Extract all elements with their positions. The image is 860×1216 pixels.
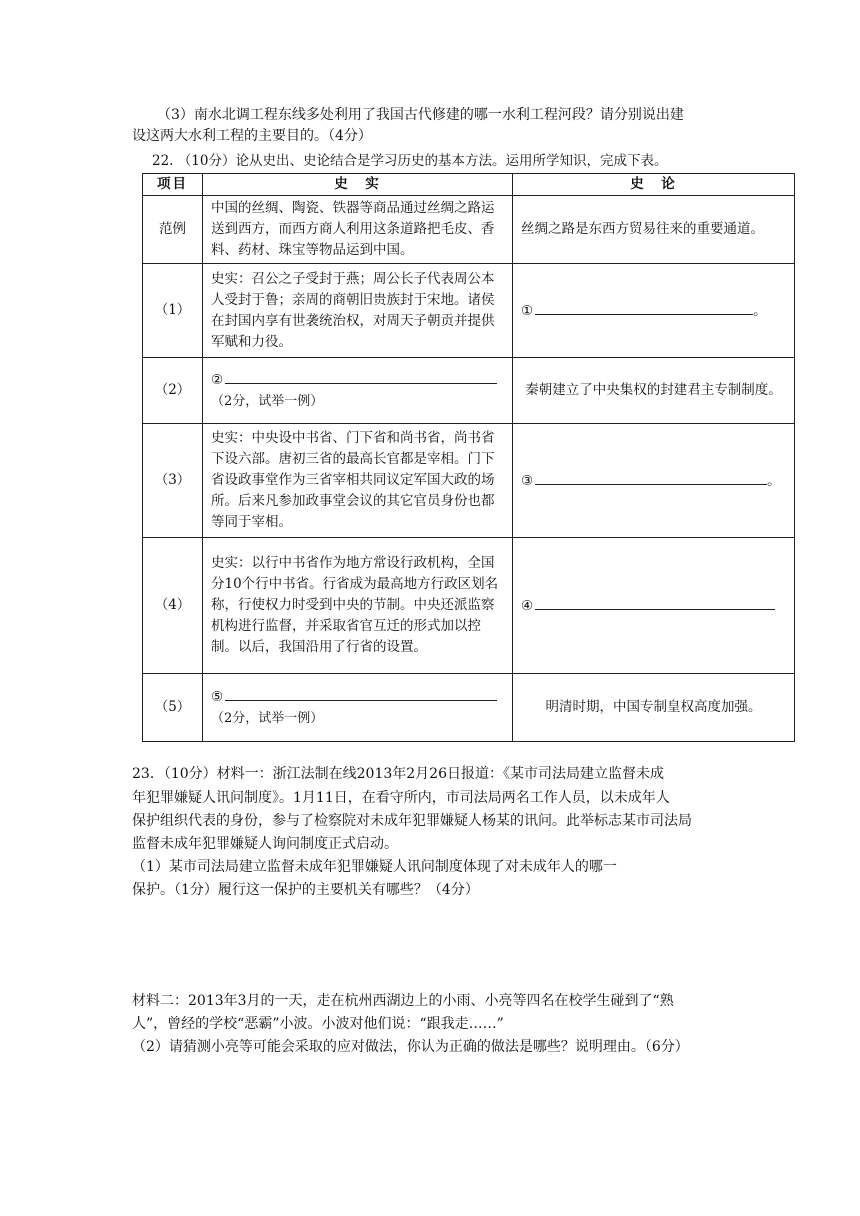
row-judgment [513,424,795,538]
row-fact: 史实：以行中书省作为地方常设行政机构，全国分10个行中书省。行省成为最高地方行政区划名称，行使权力时受到中央的节制。中央还派监察机构进行监督，并采取省官互迁的形式加以控制。以后，我国沿用了行省的设置。 [203,538,513,674]
table-row [143,538,795,674]
header-item: 项目 [143,174,203,196]
judgment-end: 。 [753,302,767,319]
row-fact: 中国的丝绸、陶瓷、铁器等商品通过丝绸之路运送到西方，而西方商人利用这条道路把毛皮、香料、药材、珠宝等物品运到中国。 [203,196,513,264]
q23-material1-line3: 保护组织代表的身份，参与了检察院对未成年犯罪嫌疑人杨某的讯问。此举标志某市司法局 [132,813,692,829]
q23-material1-line4: 监督未成年犯罪嫌疑人询问制度正式启动。 [132,836,398,852]
answer-blank[interactable] [535,595,775,610]
q23-material2-line1: 材料二：2013年3月的一天，走在杭州西湖边上的小雨、小亮等四名在校学生碰到了“熟 [132,993,674,1009]
answer-blank[interactable] [225,369,497,384]
answer-blank[interactable] [535,470,767,485]
row-fact [203,674,513,742]
table-header-row [143,174,795,196]
row-fact: 史实：召公之子受封于燕；周公长子代表周公本人受封于鲁；亲周的商朝旧贵族封于宋地。诸侯在封国内享有世袭统治权，对周天子朝贡并提供军赋和力役。 [203,264,513,358]
answer-blank[interactable] [535,300,753,315]
history-table [142,173,795,742]
q23-material1-line2: 年犯罪嫌疑人讯问制度》。1月11日，在看守所内，市司法局两名工作人员，以未成年人 [132,790,670,806]
q23-question2-line1: （2）请猜测小亮等可能会采取的应对做法，你认为正确的做法是哪些？说明理由。（6分） [132,1039,689,1055]
row-item: （3） [143,424,203,538]
fact-marker: ⑤ [211,689,224,705]
judgment-end: 。 [767,472,781,489]
row-fact: 史实：中央设中书省、门下省和尚书省，尚书省下设六部。唐初三省的最高长官都是宰相。门下省设政事堂作为三省宰相共同议定军国大政的场所。后来凡参加政事堂会议的其它官员身份也都等同于宰相。 [203,424,513,538]
q22-intro: 22. （10分）论从史出、史论结合是学习历史的基本方法。运用所学知识，完成下表。 [152,153,668,169]
header-judgment: 史 论 [513,174,795,196]
row-item: （1） [143,264,203,358]
table-row [143,424,795,538]
table-row [143,196,795,264]
row-judgment: 丝绸之路是东西方贸易往来的重要通道。 [513,196,795,264]
q23-material2-line2: 人”，曾经的学校“恶霸”小波。小波对他们说：“跟我走……” [132,1016,504,1032]
row-item: （4） [143,538,203,674]
q21-part3-line2: 设这两大水利工程的主要目的。（4分） [132,128,372,144]
table-row [143,674,795,742]
judgment-marker: ③ [521,472,534,489]
fact-note: （2分，试举一例） [211,394,324,409]
q21-part3-line1: （3）南水北调工程东线多处利用了我国古代修建的哪一水利工程河段？请分别说出建 [157,107,684,123]
fact-note: （2分，试举一例） [211,711,324,726]
row-judgment: 秦朝建立了中央集权的封建君主专制制度。 [513,358,795,424]
table-row [143,358,795,424]
q23-question1-line1: （1）某市司法局建立监督未成年犯罪嫌疑人讯问制度体现了对未成年人的哪一 [132,859,617,875]
q23-material1-line1: 23．（10分）材料一：浙江法制在线2013年2月26日报道：《某市司法局建立监督未成 [132,766,664,782]
header-fact: 史 实 [203,174,513,196]
row-judgment [513,538,795,674]
row-fact [203,358,513,424]
row-item: （5） [143,674,203,742]
judgment-marker: ① [521,302,534,319]
row-judgment [513,264,795,358]
q23-question1-line2: 保护。（1分）履行这一保护的主要机关有哪些？（4分） [132,882,479,898]
answer-blank[interactable] [225,686,497,701]
judgment-marker: ④ [521,597,534,614]
row-judgment: 明清时期，中国专制皇权高度加强。 [513,674,795,742]
fact-marker: ② [211,372,224,388]
row-item: （2） [143,358,203,424]
table-row [143,264,795,358]
row-item: 范例 [143,196,203,264]
